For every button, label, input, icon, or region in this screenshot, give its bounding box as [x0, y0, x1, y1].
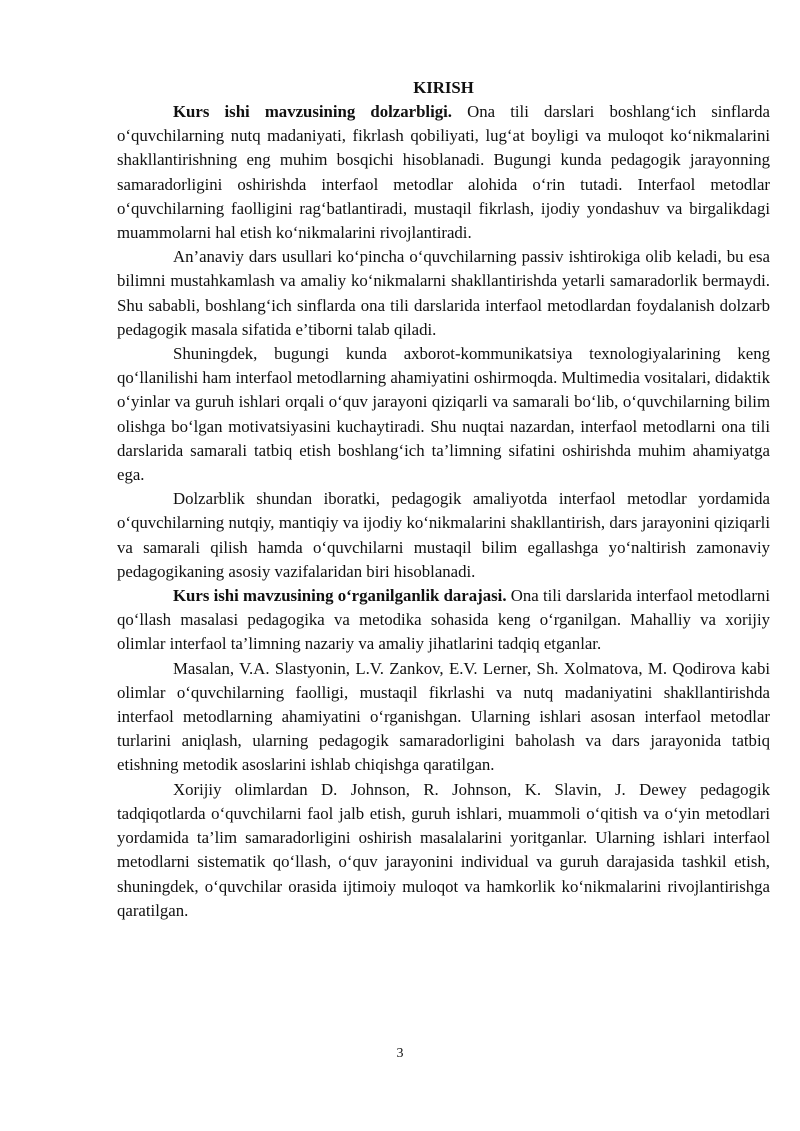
paragraph-heading-relevance: Kurs ishi mavzusining dolzarbligi.: [173, 102, 468, 121]
paragraph-text: Xorijiy olimlardan D. Johnson, R. Johnson, K. Slavin, J. Dewey pedagogik tadqiqotlarda o‘quvchilarni faol jalb etish, guruh ishlari, muammoli o‘qitish va o‘yin metodlari yordamida ta’lim samaradorligini oshirish masalalarini yoritganlar. Ularning ishlari interfaol metodlarni sistematik qo‘llash, o‘quv jarayonini individual va guruh darajasida tashkil etish, shuningdek, o‘quvchilar orasida ijtimoiy muloqot va hamkorlik ko‘nikmalarini rivojlantirishga qaratilgan.: [117, 779, 770, 920]
document-page: [117, 76, 770, 923]
paragraph-foreign-scholars: [117, 778, 770, 923]
paragraph-relevance: [117, 100, 770, 245]
paragraph-relevance-summary: [117, 487, 770, 584]
paragraph-text: An’anaviy dars usullari ko‘pincha o‘quvchilarning passiv ishtirokiga olib keladi, bu esa bilimni mustahkamlash va amaliy ko‘nikmalarni shakllantirishda yetarli samaradorlik bermaydi. Shu sababli, boshlang‘ich sinflarda ona tili darslarida interfaol metodlardan foydalanish dolzarb pedagogik masala sifatida e’tiborni talab qiladi.: [117, 247, 770, 339]
paragraph-text: Ona tili darslari boshlang‘ich sinflarda o‘quvchilarning nutq madaniyati, fikrlash qobiliyati, lug‘at boyligi va muloqot ko‘nikmalarini shakllantirishning eng muhim bosqichi hisoblanadi. Bugungi kunda pedagogik jarayonning samaradorligini oshirishda interfaol metodlar alohida o‘rin tutadi. Interfaol metodlar o‘quvchilarning faolligini rag‘batlantiradi, mustaqil fikrlash, ijodiy yondashuv va birgalikdagi muammolarni hal etish ko‘nikmalarini rivojlantiradi.: [117, 102, 770, 243]
paragraph-text: Dolzarblik shundan iboratki, pedagogik amaliyotda interfaol metodlar yordamida o‘quvchilarning nutqiy, mantiqiy va ijodiy ko‘nikmalarini shakllantirish, dars jarayonini qiziqarli va samarali qilish hamda o‘quvchilarni mustaqil bilim egallashga yo‘naltirish zamonaviy pedagogikaning asosiy vazifalaridan biri hisoblanadi.: [117, 489, 770, 581]
page-number: 3: [396, 1046, 404, 1061]
paragraph-traditional-methods: [117, 245, 770, 342]
paragraph-ict: [117, 342, 770, 487]
paragraph-text: Masalan, V.A. Slastyonin, L.V. Zankov, E.V. Lerner, Sh. Xolmatova, M. Qodirova kabi olimlar o‘quvchilarning faolligi, mustaqil fikrlashi va nutq madaniyatini shakllantirishda interfaol metodlarning ahamiyatini o‘rganishgan. Ularning ishlari asosan interfaol metodlar turlarini aniqlash, ularning pedagogik samaradorligini baholash va dars jarayonida tatbiq etishning metodik asoslarini ishlab chiqishga qaratilgan.: [117, 658, 770, 775]
paragraph-heading-degree-of-study: Kurs ishi mavzusining o‘rganilganlik darajasi.: [173, 586, 511, 606]
section-title: KIRISH: [413, 78, 474, 97]
paragraph-degree-of-study: [117, 584, 770, 657]
paragraph-local-scholars: [117, 657, 770, 778]
paragraph-text: Ona tili darslarida interfaol metodlarni qo‘llash masalasi pedagogika va metodika sohasida keng o‘rganilgan. Mahalliy va xorijiy olimlar interfaol ta’limning nazariy va amaliy jihatlarini tadqiq etganlar.: [117, 586, 770, 654]
paragraph-text: Shuningdek, bugungi kunda axborot-kommunikatsiya texnologiyalarining keng qo‘llanilishi ham interfaol metodlarning ahamiyatini oshirmoqda. Multimedia vositalari, didaktik o‘yinlar va guruh ishlari orqali o‘quv jarayoni qiziqarli va samarali bo‘lib, o‘quvchilarning bilim olishga bo‘lgan motivatsiyasini kuchaytiradi. Shu nuqtai nazardan, interfaol metodlarni ona tili darslarida samarali tatbiq etish boshlang‘ich ta’limning sifatini oshirishda muhim ahamiyatga ega.: [117, 344, 770, 485]
